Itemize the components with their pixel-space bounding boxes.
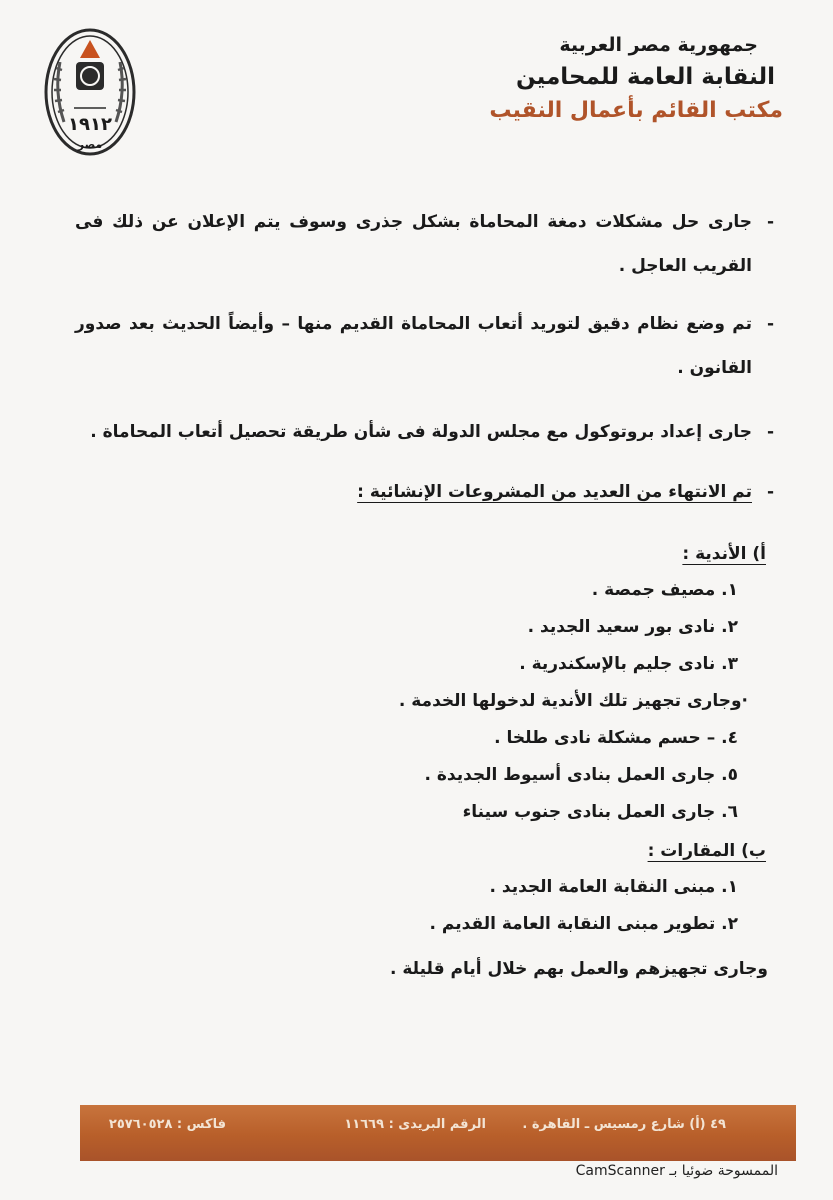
clubs-section [75, 536, 778, 572]
letterhead-country: جمهورية مصر العربية [559, 34, 758, 56]
list-item: ٥. جارى العمل بنادى أسيوط الجديدة . [424, 765, 738, 785]
list-item: ٣. نادى جليم بالإسكندرية . [519, 654, 738, 674]
bullet-stamp-duty: - جارى حل مشكلات دمغة المحاماة بشكل جذرى وسوف يتم الإعلان عن ذلك فى القريب العاجل . [75, 200, 778, 288]
footer-fax: فاكس : ٢٥٧٦٠٥٢٨ [108, 1117, 226, 1132]
scanner-watermark-label: الممسوحة ضوئيا بـ CamScanner [575, 1163, 778, 1179]
bullet-state-council-protocol: - جارى إعداد بروتوكول مع مجلس الدولة فى شأن طريقة تحصيل أتعاب المحاماة . [75, 410, 778, 454]
list-item: ٤. – حسم مشكلة نادى طلخا . [494, 728, 738, 748]
list-item: ١. مصيف جمصة . [591, 580, 738, 600]
clubs-heading: أ) الأندية : [682, 544, 766, 564]
syndicate-logo [40, 22, 140, 162]
letterhead-syndicate: النقابة العامة للمحامين [515, 64, 775, 90]
clubs-note: ·وجارى تجهيز تلك الأندية لدخولها الخدمة . [398, 691, 748, 711]
footer-address: ٤٩ (أ) شارع رمسيس ـ القاهرة . [522, 1117, 726, 1132]
logo-year: ١٩١٢ [68, 114, 112, 135]
list-item: ١. مبنى النقابة العامة الجديد . [489, 877, 738, 897]
construction-projects-heading: تم الانتهاء من العديد من المشروعات الإنشائية : [357, 482, 752, 502]
document-body [75, 200, 778, 989]
headquarters-heading: ب) المقارات : [647, 841, 766, 861]
headquarters-section [75, 833, 778, 869]
bullet-construction-projects [75, 470, 778, 514]
letterhead [423, 30, 783, 128]
footer-postal-code: الرقم البريدى : ١١٦٦٩ [344, 1117, 486, 1132]
bullet-fees-system: - تم وضع نظام دقيق لتوريد أتعاب المحاماة القديم منها – وأيضاً الحديث بعد صدور القانون . [75, 302, 778, 390]
list-item: ٦. جارى العمل بنادى جنوب سيناء [462, 802, 738, 822]
letterhead-office: مكتب القائم بأعمال النقيب [489, 98, 783, 123]
list-item: ٢. تطوير مبنى النقابة العامة القديم . [429, 914, 738, 934]
list-item: ٢. نادى بور سعيد الجديد . [527, 617, 738, 637]
logo-city: مصر [77, 138, 103, 151]
headquarters-note: وجارى تجهيزهم والعمل بهم خلال أيام قليلة . [389, 959, 768, 979]
footer-band [80, 1105, 796, 1161]
